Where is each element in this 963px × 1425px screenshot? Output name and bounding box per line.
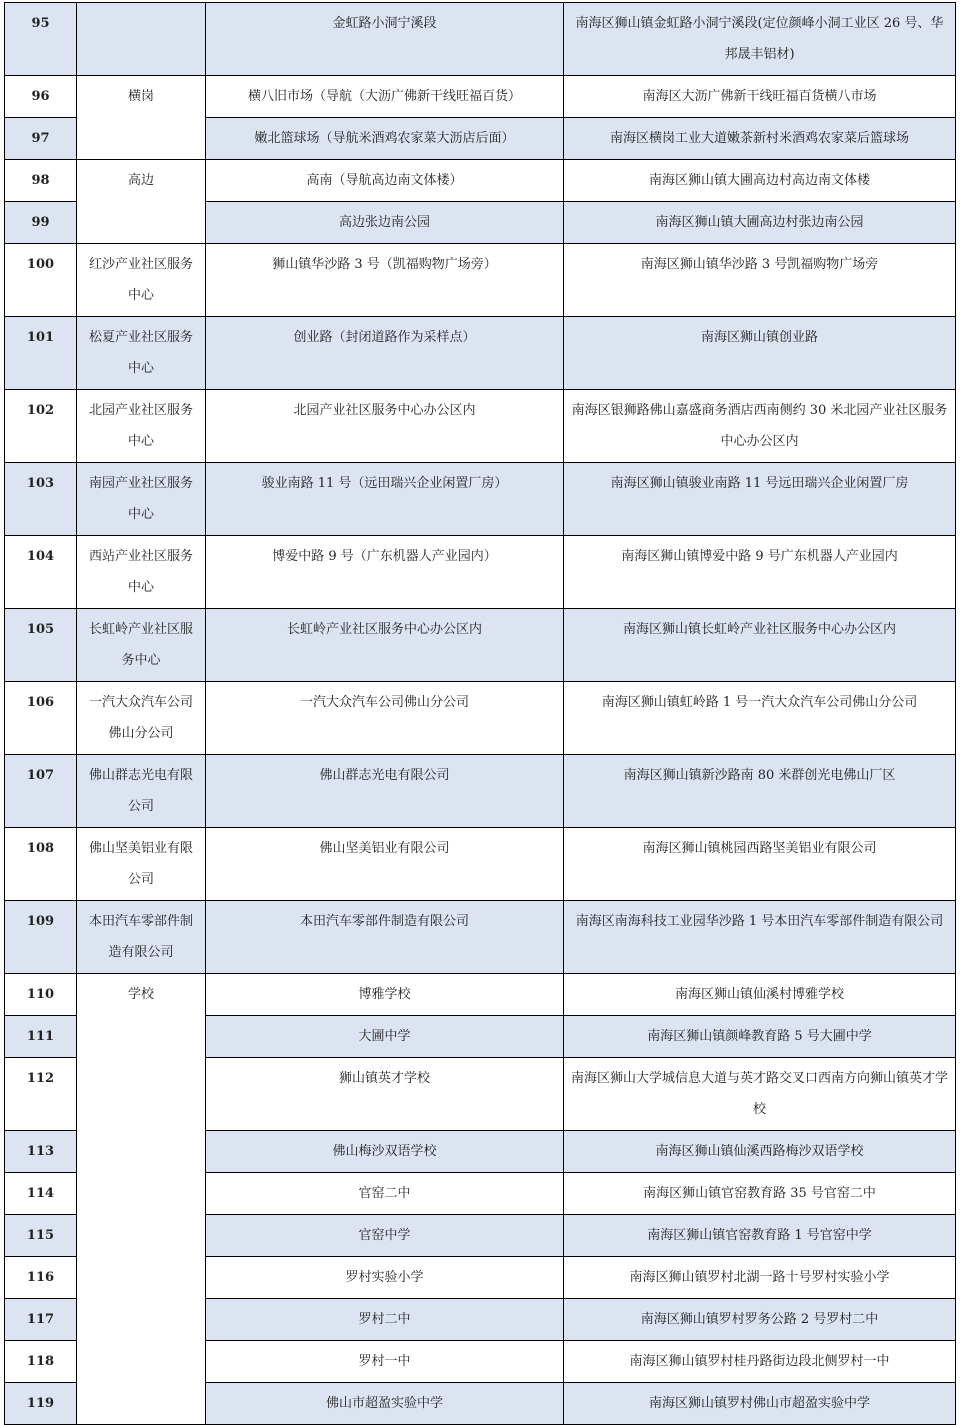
row-number: 103	[5, 463, 77, 536]
site-name-cell: 罗村实验小学	[206, 1257, 564, 1299]
row-number: 114	[5, 1173, 77, 1215]
row-number: 107	[5, 755, 77, 828]
table-row	[5, 755, 956, 828]
row-number: 115	[5, 1215, 77, 1257]
site-name-cell: 罗村二中	[206, 1299, 564, 1341]
row-number: 100	[5, 244, 77, 317]
address-cell: 南海区狮山镇官窑教育路 35 号官窑二中	[564, 1173, 956, 1215]
table-row	[5, 244, 956, 317]
address-cell: 南海区狮山镇罗村北湖一路十号罗村实验小学	[564, 1257, 956, 1299]
address-cell: 南海区狮山镇颜峰教育路 5 号大圃中学	[564, 1016, 956, 1058]
address-cell: 南海区狮山镇罗村罗务公路 2 号罗村二中	[564, 1299, 956, 1341]
table-row	[5, 463, 956, 536]
address-cell: 南海区狮山镇仙溪村博雅学校	[564, 974, 956, 1016]
site-name-cell: 佛山群志光电有限公司	[206, 755, 564, 828]
address-cell: 南海区狮山镇华沙路 3 号凯福购物广场旁	[564, 244, 956, 317]
address-cell: 南海区狮山镇仙溪西路梅沙双语学校	[564, 1131, 956, 1173]
site-name-cell: 本田汽车零部件制造有限公司	[206, 901, 564, 974]
row-number: 99	[5, 202, 77, 244]
site-name-cell: 罗村一中	[206, 1341, 564, 1383]
site-name-cell: 狮山镇华沙路 3 号（凯福购物广场旁）	[206, 244, 564, 317]
address-cell: 南海区狮山镇官窑教育路 1 号官窑中学	[564, 1215, 956, 1257]
address-cell: 南海区狮山镇长虹岭产业社区服务中心办公区内	[564, 609, 956, 682]
row-number: 105	[5, 609, 77, 682]
row-number: 95	[5, 3, 77, 76]
address-cell: 南海区横岗工业大道嫩茶新村米酒鸡农家菜后篮球场	[564, 118, 956, 160]
site-name-cell: 佛山坚美铝业有限公司	[206, 828, 564, 901]
row-number: 98	[5, 160, 77, 202]
site-name-cell: 骏业南路 11 号（远田瑞兴企业闲置厂房）	[206, 463, 564, 536]
category-cell: 一汽大众汽车公司佛山分公司	[77, 682, 206, 755]
category-cell: 本田汽车零部件制造有限公司	[77, 901, 206, 974]
row-number: 110	[5, 974, 77, 1016]
table-row	[5, 682, 956, 755]
category-cell: 西站产业社区服务中心	[77, 536, 206, 609]
address-cell: 南海区狮山镇罗村佛山市超盈实验中学	[564, 1383, 956, 1425]
row-number: 111	[5, 1016, 77, 1058]
table-row	[5, 536, 956, 609]
category-cell: 北园产业社区服务中心	[77, 390, 206, 463]
site-name-cell: 博雅学校	[206, 974, 564, 1016]
row-number: 97	[5, 118, 77, 160]
address-cell: 南海区狮山镇骏业南路 11 号远田瑞兴企业闲置厂房	[564, 463, 956, 536]
category-cell: 佛山群志光电有限公司	[77, 755, 206, 828]
table-row	[5, 76, 956, 118]
row-number: 106	[5, 682, 77, 755]
table-row	[5, 974, 956, 1016]
row-number: 102	[5, 390, 77, 463]
table-row	[5, 317, 956, 390]
category-cell: 学校	[77, 974, 206, 1425]
row-number: 116	[5, 1257, 77, 1299]
category-cell: 长虹岭产业社区服务中心	[77, 609, 206, 682]
site-name-cell: 长虹岭产业社区服务中心办公区内	[206, 609, 564, 682]
address-cell: 南海区狮山镇金虹路小洞宁溪段(定位颜峰小洞工业区 26 号、华邦晟丰铝材)	[564, 3, 956, 76]
address-cell: 南海区狮山大学城信息大道与英才路交叉口西南方向狮山镇英才学校	[564, 1058, 956, 1131]
category-cell: 横岗	[77, 76, 206, 160]
address-cell: 南海区银狮路佛山嘉盛商务酒店西南侧约 30 米北园产业社区服务中心办公区内	[564, 390, 956, 463]
site-name-cell: 横八旧市场（导航（大沥广佛新干线旺福百货）	[206, 76, 564, 118]
site-name-cell: 佛山市超盈实验中学	[206, 1383, 564, 1425]
row-number: 108	[5, 828, 77, 901]
table-row	[5, 828, 956, 901]
site-name-cell: 北园产业社区服务中心办公区内	[206, 390, 564, 463]
table-row	[5, 390, 956, 463]
table-row	[5, 160, 956, 202]
row-number: 101	[5, 317, 77, 390]
site-name-cell: 佛山梅沙双语学校	[206, 1131, 564, 1173]
table-row	[5, 609, 956, 682]
row-number: 109	[5, 901, 77, 974]
table-row	[5, 901, 956, 974]
site-name-cell: 狮山镇英才学校	[206, 1058, 564, 1131]
row-number: 118	[5, 1341, 77, 1383]
category-cell: 高边	[77, 160, 206, 244]
row-number: 113	[5, 1131, 77, 1173]
category-cell	[77, 3, 206, 76]
sampling-sites-table	[4, 2, 956, 1425]
category-cell: 南园产业社区服务中心	[77, 463, 206, 536]
table-row	[5, 3, 956, 76]
address-cell: 南海区狮山镇大圃高边村张边南公园	[564, 202, 956, 244]
site-name-cell: 博爱中路 9 号（广东机器人产业园内）	[206, 536, 564, 609]
address-cell: 南海区狮山镇新沙路南 80 米群创光电佛山厂区	[564, 755, 956, 828]
site-name-cell: 创业路（封闭道路作为采样点）	[206, 317, 564, 390]
address-cell: 南海区狮山镇博爱中路 9 号广东机器人产业园内	[564, 536, 956, 609]
row-number: 112	[5, 1058, 77, 1131]
address-cell: 南海区大沥广佛新干线旺福百货横八市场	[564, 76, 956, 118]
row-number: 119	[5, 1383, 77, 1425]
site-name-cell: 嫩北篮球场（导航米酒鸡农家菜大沥店后面）	[206, 118, 564, 160]
category-cell: 松夏产业社区服务中心	[77, 317, 206, 390]
category-cell: 佛山坚美铝业有限公司	[77, 828, 206, 901]
site-name-cell: 官窑二中	[206, 1173, 564, 1215]
address-cell: 南海区狮山镇大圃高边村高边南文体楼	[564, 160, 956, 202]
address-cell: 南海区狮山镇桃园西路坚美铝业有限公司	[564, 828, 956, 901]
site-name-cell: 金虹路小洞宁溪段	[206, 3, 564, 76]
category-cell: 红沙产业社区服务中心	[77, 244, 206, 317]
site-name-cell: 一汽大众汽车公司佛山分公司	[206, 682, 564, 755]
address-cell: 南海区狮山镇虹岭路 1 号一汽大众汽车公司佛山分公司	[564, 682, 956, 755]
row-number: 96	[5, 76, 77, 118]
site-name-cell: 高边张边南公园	[206, 202, 564, 244]
address-cell: 南海区狮山镇创业路	[564, 317, 956, 390]
site-name-cell: 高南（导航高边南文体楼）	[206, 160, 564, 202]
row-number: 117	[5, 1299, 77, 1341]
address-cell: 南海区南海科技工业园华沙路 1 号本田汽车零部件制造有限公司	[564, 901, 956, 974]
address-cell: 南海区狮山镇罗村桂丹路街边段北侧罗村一中	[564, 1341, 956, 1383]
site-name-cell: 官窑中学	[206, 1215, 564, 1257]
site-name-cell: 大圃中学	[206, 1016, 564, 1058]
row-number: 104	[5, 536, 77, 609]
